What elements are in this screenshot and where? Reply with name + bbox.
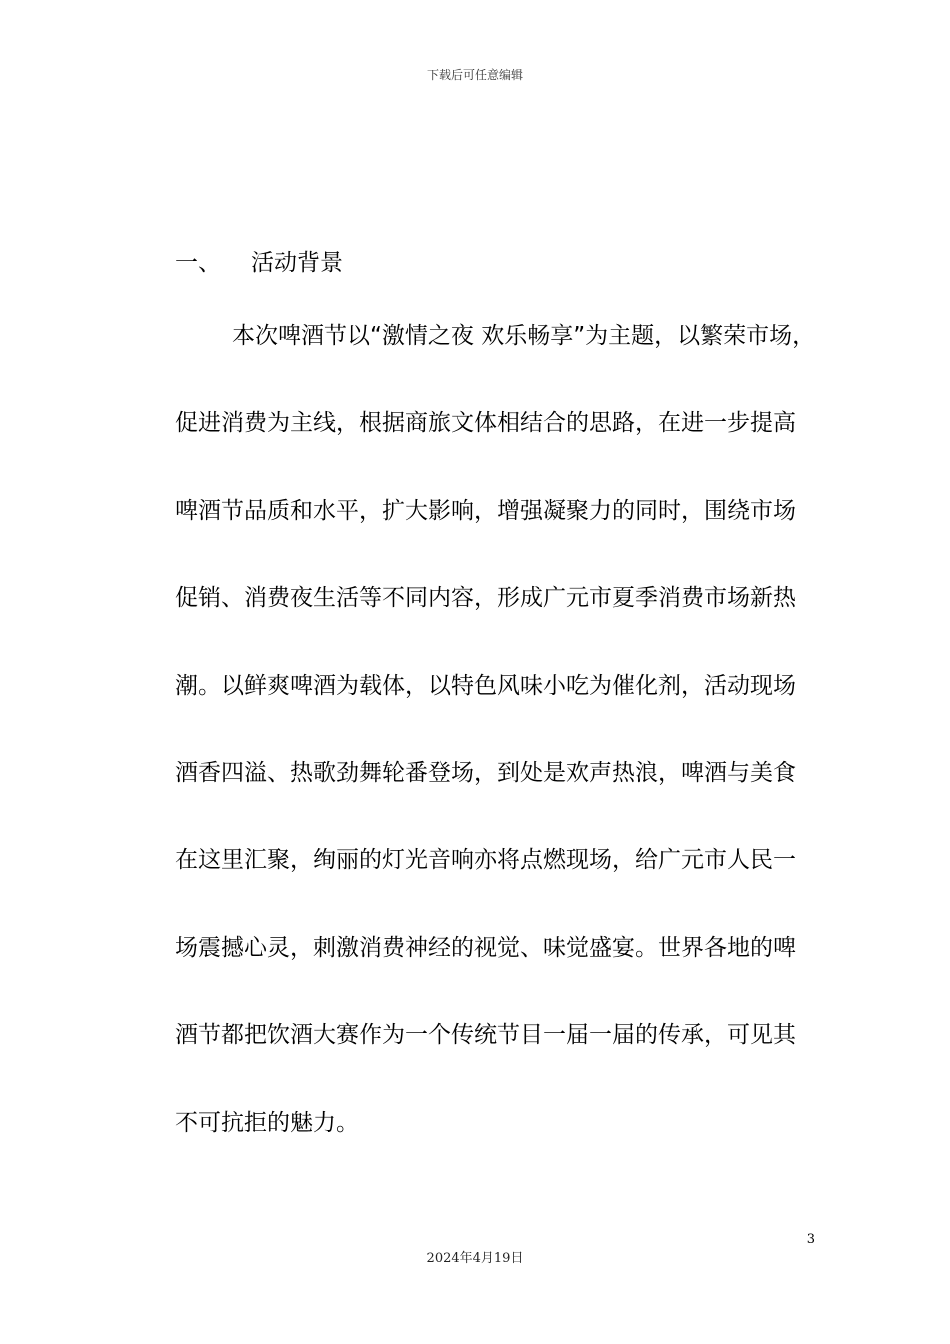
paragraph-line: 在这里汇聚，绚丽的灯光音响亦将点燃现场，给广元市人民一 [175, 847, 796, 874]
section-title: 活动背景 [251, 250, 343, 276]
paragraph-line: 酒香四溢、热歌劲舞轮番登场，到处是欢声热浪，啤酒与美食 [175, 759, 796, 786]
paragraph-line: 场震撼心灵，刺激消费神经的视觉、味觉盛宴。世界各地的啤 [175, 934, 796, 961]
paragraph-line: 促销、消费夜生活等不同内容，形成广元市夏季消费市场新热 [175, 585, 796, 612]
paragraph [175, 316, 825, 1190]
section-heading [175, 246, 343, 280]
paragraph-line: 不可抗拒的魅力。 [175, 1109, 359, 1136]
paragraph-line: 促进消费为主线，根据商旅文体相结合的思路，在进一步提高 [175, 410, 796, 437]
footer-date: 2024年4月19日 [426, 1251, 524, 1266]
paragraph-line: 啤酒节品质和水平，扩大影响，增强凝聚力的同时，围绕市场 [175, 497, 796, 524]
page-number: 3 [806, 1232, 815, 1247]
page-header: 下载后可任意编辑 [426, 68, 523, 82]
paragraph-line: 潮。以鲜爽啤酒为载体，以特色风味小吃为催化剂，活动现场 [175, 672, 796, 699]
paragraph-line: 酒节都把饮酒大赛作为一个传统节目一届一届的传承，可见其 [175, 1022, 796, 1049]
section-number: 一、 [175, 250, 221, 276]
paragraph-line: 本次啤酒节以“激情之夜 欢乐畅享”为主题，以繁荣市场， [232, 323, 816, 349]
